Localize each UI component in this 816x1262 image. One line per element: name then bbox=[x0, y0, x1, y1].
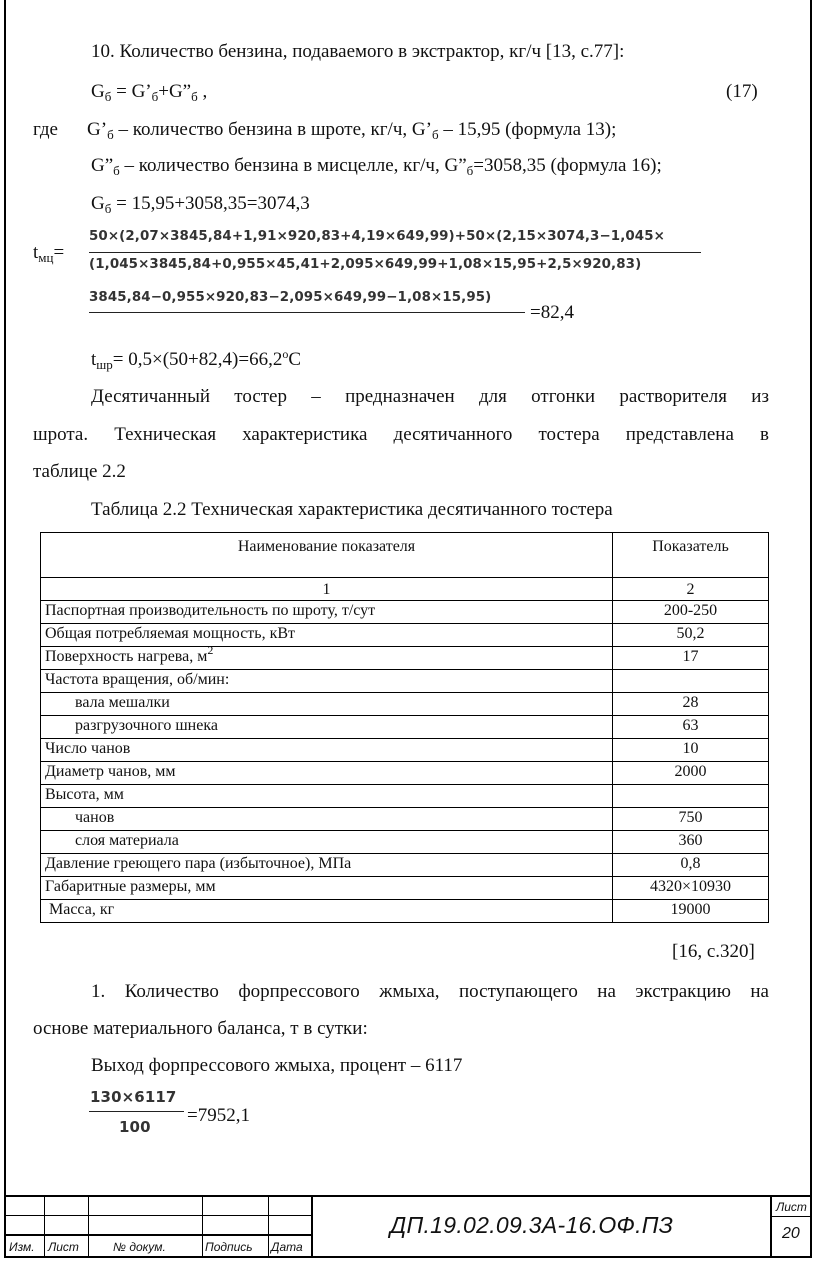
row-value: 200-250 bbox=[613, 601, 769, 624]
row-name: Габаритные размеры, мм bbox=[41, 877, 613, 900]
stamp-border-top bbox=[6, 1195, 810, 1197]
paragraph-1-line-2: шрота. Техническая характеристика десятичанного тостера представлена в bbox=[33, 424, 769, 445]
stamp-grid-line bbox=[6, 1215, 312, 1216]
row-value: 0,8 bbox=[613, 854, 769, 877]
row-value: 50,2 bbox=[613, 624, 769, 647]
item-1-line-2: основе материального баланса, т в сутки: bbox=[33, 1018, 368, 1039]
stamp-label-date: Дата bbox=[271, 1240, 303, 1254]
header-name: Наименование показателя bbox=[41, 533, 613, 578]
title-block bbox=[6, 1195, 810, 1256]
fraction-bar-3 bbox=[89, 1111, 184, 1112]
row-name: чанов bbox=[41, 808, 613, 831]
stamp-label-sheet: Лист bbox=[48, 1240, 79, 1254]
paragraph-1-line-1: Десятичанный тостер – предназначен для отгонки растворителя из bbox=[91, 386, 769, 407]
yield-line: Выход форпрессового жмыха, процент – 6117 bbox=[91, 1055, 463, 1076]
stamp-grid-line bbox=[202, 1195, 203, 1256]
row-name: Паспортная производительность по шроту, т/сут bbox=[41, 601, 613, 624]
table-row bbox=[41, 739, 769, 762]
row-value: 2000 bbox=[613, 762, 769, 785]
row-name: Давление греющего пара (избыточное), МПа bbox=[41, 854, 613, 877]
row-value: 63 bbox=[613, 716, 769, 739]
stamp-label-change: Изм. bbox=[9, 1240, 35, 1254]
row-value: 750 bbox=[613, 808, 769, 831]
row-value bbox=[613, 670, 769, 693]
header-value: Показатель bbox=[613, 533, 769, 578]
row-name: слоя материала bbox=[41, 831, 613, 854]
table-row bbox=[41, 670, 769, 693]
where-line-1: $G’_б$ – количество бензина в шроте, кг/ч, $G’_б - 15,95$ (формула 13); bbox=[87, 119, 617, 142]
equation-number: (17) bbox=[726, 81, 758, 102]
paragraph-1-line-3: таблице 2.2 bbox=[33, 461, 126, 482]
table-row bbox=[41, 716, 769, 739]
table-row bbox=[41, 693, 769, 716]
column-number: 1 bbox=[41, 578, 613, 601]
table-row bbox=[41, 854, 769, 877]
formula-3-result: =7952,1 bbox=[187, 1105, 250, 1126]
table-row bbox=[41, 877, 769, 900]
table-row bbox=[41, 762, 769, 785]
table-row bbox=[41, 601, 769, 624]
stamp-grid-line bbox=[311, 1195, 313, 1256]
stamp-grid-line bbox=[771, 1216, 810, 1217]
table-number-row bbox=[41, 578, 769, 601]
tech-spec-table bbox=[40, 532, 769, 923]
tmc-label: $t_{мц}=$ bbox=[33, 242, 65, 265]
row-name: Диаметр чанов, мм bbox=[41, 762, 613, 785]
row-value: 4320×10930 bbox=[613, 877, 769, 900]
table-source: [16, с.320] bbox=[672, 941, 755, 962]
item-1-line-1: 1. Количество форпрессового жмыха, поступающего на экстракцию на bbox=[91, 981, 769, 1002]
row-value: 10 bbox=[613, 739, 769, 762]
row-name: вала мешалки bbox=[41, 693, 613, 716]
stamp-grid-line bbox=[88, 1195, 89, 1256]
stamp-grid-line bbox=[44, 1195, 45, 1256]
fraction-bar-2 bbox=[89, 312, 525, 313]
stamp-grid-line bbox=[268, 1195, 269, 1256]
row-name: Частота вращения, об/мин: bbox=[41, 670, 613, 693]
table-row bbox=[41, 900, 769, 923]
stamp-label-doc-number: № докум. bbox=[113, 1240, 166, 1254]
where-line-2: $G”_б$ – количество бензина в мисцелле, кг/ч, $G”_б=3058,35$ (формула 16); bbox=[91, 155, 662, 178]
tshr-calculation: $t_{шр}= 0,5\times(50+82,4)=66,2^оС$ bbox=[91, 347, 301, 372]
formula-2-result: =82,4 bbox=[530, 302, 574, 323]
table-row bbox=[41, 785, 769, 808]
document-code: ДП.19.02.09.3А-16.ОФ.ПЗ bbox=[390, 1212, 674, 1238]
row-name: Поверхность нагрева, $м^2$ bbox=[41, 647, 613, 670]
table-header-row bbox=[41, 533, 769, 578]
formula-3-numerator: 130×6117 bbox=[90, 1088, 177, 1106]
row-value: 28 bbox=[613, 693, 769, 716]
table-row bbox=[41, 808, 769, 831]
row-name: Общая потребляемая мощность, кВт bbox=[41, 624, 613, 647]
g-calculation: $G_б = 15,95+3058,35=3074,3$ bbox=[91, 193, 310, 216]
table-row bbox=[41, 624, 769, 647]
fraction-bar-1 bbox=[89, 252, 701, 253]
table-row bbox=[41, 647, 769, 670]
row-value: 19000 bbox=[613, 900, 769, 923]
stamp-label-sheet-right: Лист bbox=[776, 1200, 807, 1214]
row-name: Число чанов bbox=[41, 739, 613, 762]
table-row bbox=[41, 831, 769, 854]
row-name: разгрузочного шнека bbox=[41, 716, 613, 739]
row-name: Высота, мм bbox=[41, 785, 613, 808]
formula-1-numerator: 50×(2,07×3845,84+1,91×920,83+4,19×649,99)+50×(2,15×3074,3−1,045× bbox=[89, 229, 665, 244]
formula-1-denominator: (1,045×3845,84+0,955×45,41+2,095×649,99+1,08×15,95+2,5×920,83) bbox=[89, 257, 642, 272]
stamp-grid-line bbox=[6, 1234, 312, 1236]
equation-17: $G_б$ = $G’_б+G”_б$ , bbox=[91, 81, 208, 104]
row-name: Масса, кг bbox=[41, 900, 613, 923]
sheet-number: 20 bbox=[782, 1225, 800, 1242]
where-prefix: где bbox=[33, 119, 58, 140]
row-value: 360 bbox=[613, 831, 769, 854]
table-caption: Таблица 2.2 Техническая характеристика десятичанного тостера bbox=[91, 499, 613, 520]
stamp-label-signature: Подпись bbox=[205, 1240, 253, 1254]
formula-2-numerator: 3845,84−0,955×920,83−2,095×649,99−1,08×15,95) bbox=[89, 290, 492, 305]
stamp-grid-line bbox=[770, 1195, 772, 1256]
item-10-heading: 10. Количество бензина, подаваемого в экстрактор, кг/ч [13, с.77]: bbox=[91, 41, 625, 62]
row-value: 17 bbox=[613, 647, 769, 670]
formula-3-denominator: 100 bbox=[119, 1118, 151, 1136]
column-number: 2 bbox=[613, 578, 769, 601]
row-value bbox=[613, 785, 769, 808]
